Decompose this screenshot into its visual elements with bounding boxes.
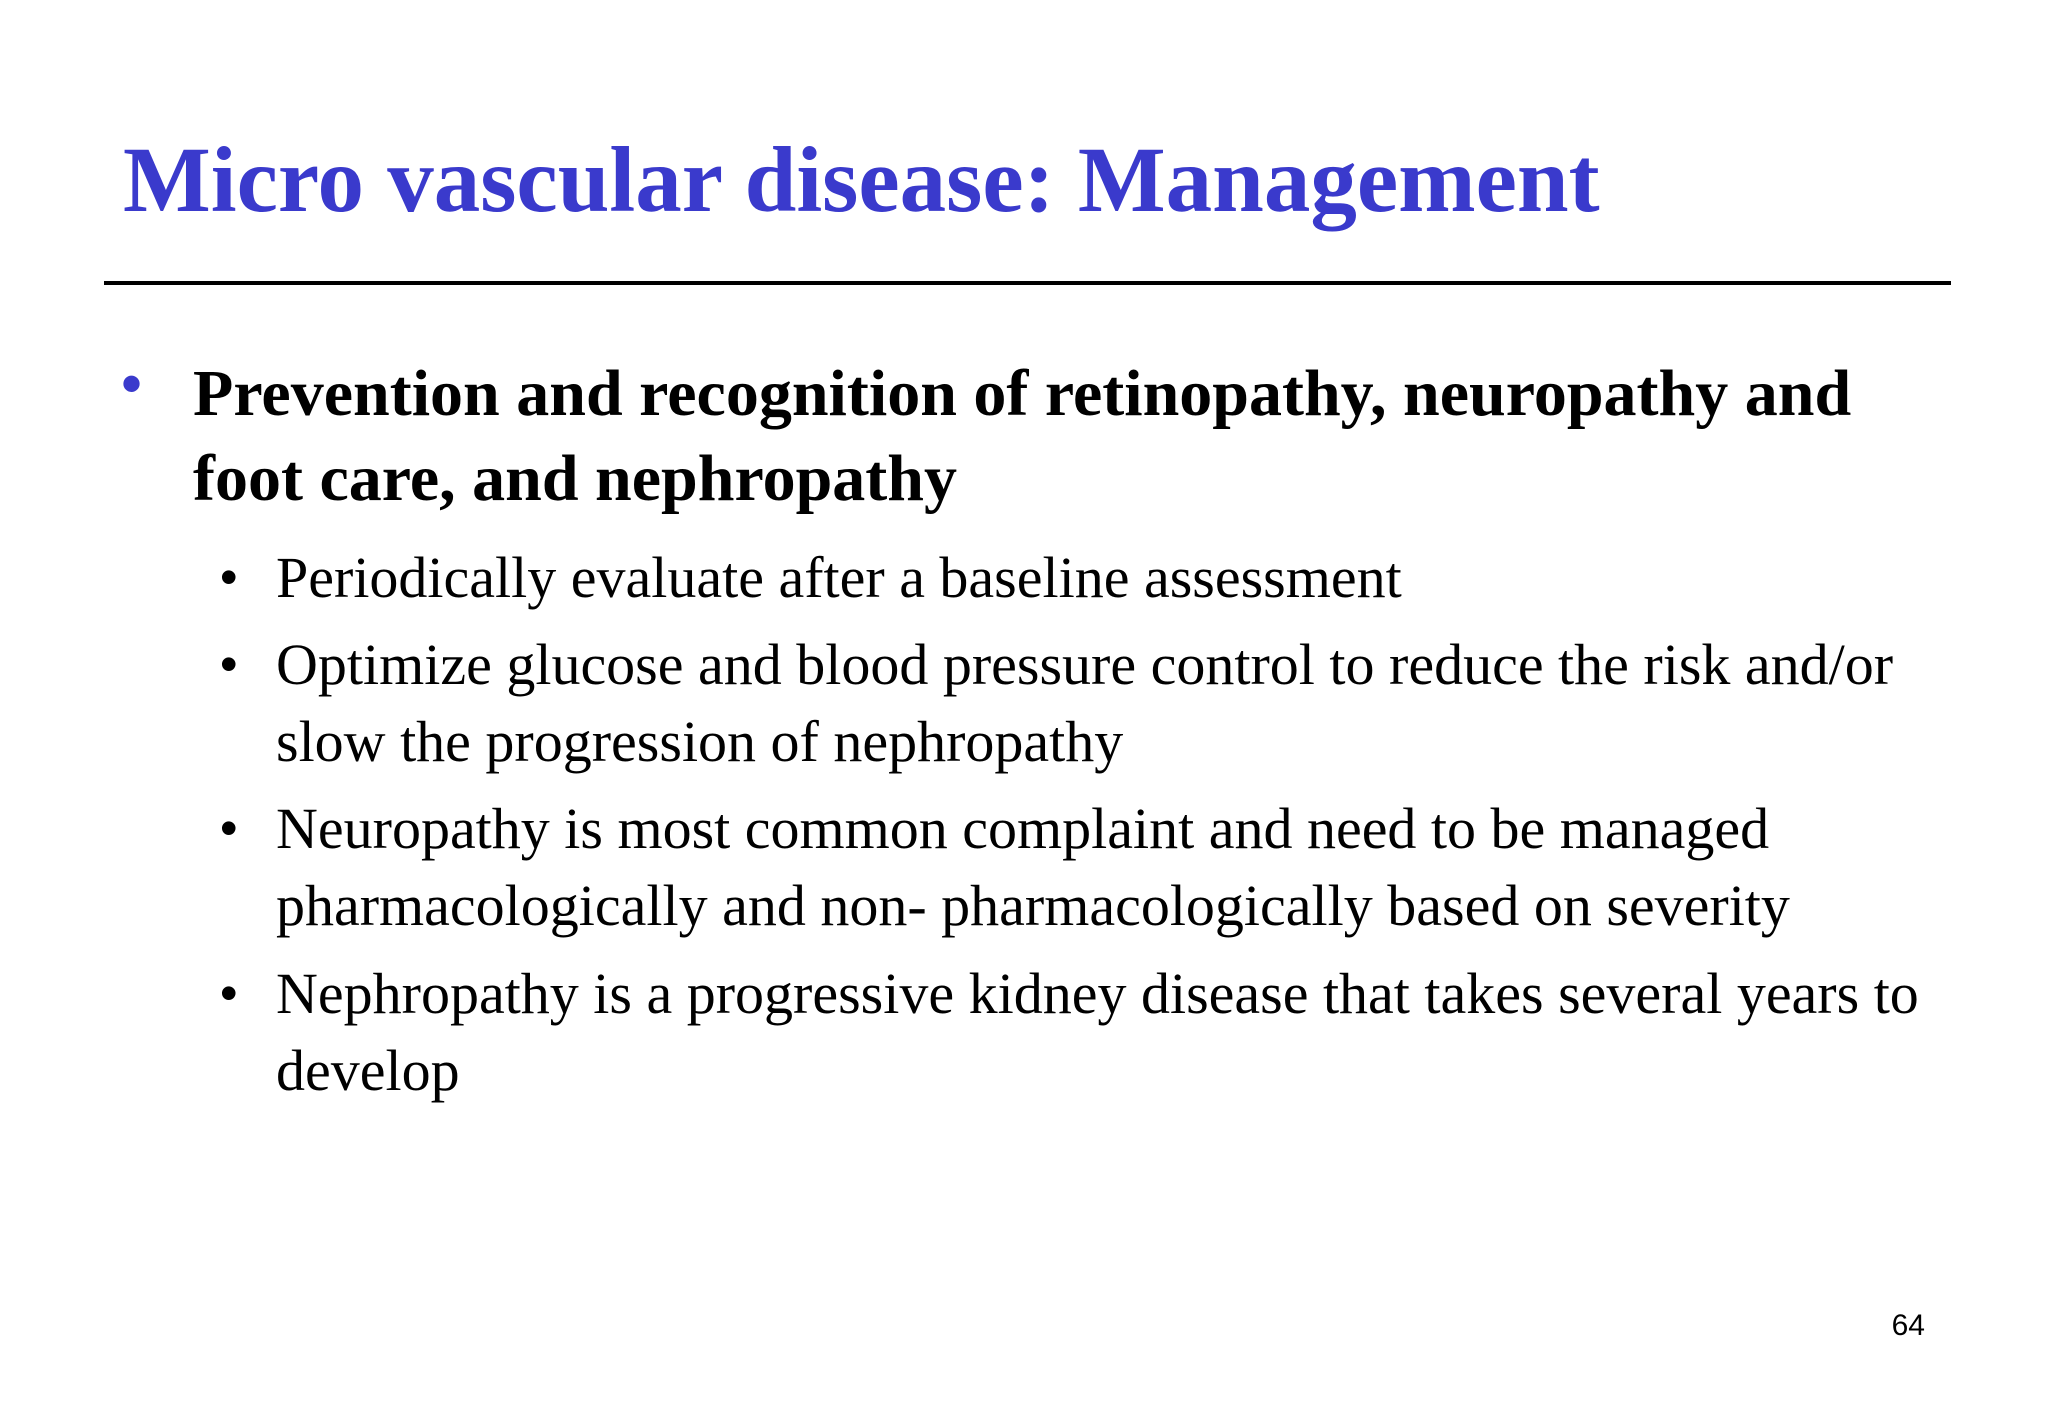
sub-bullet-icon: • [220, 549, 238, 605]
sub-point-text: Neuropathy is most common complaint and need to be managed pharmacologically and non- pharmacologically based on severity [276, 796, 1790, 938]
sub-bullet-icon: • [220, 800, 238, 856]
title-divider [104, 281, 1951, 285]
slide-title: Micro vascular disease: Management [123, 129, 1600, 232]
sub-bullet-icon: • [220, 636, 238, 692]
sub-bullet-icon: • [220, 965, 238, 1021]
sub-point-text: Optimize glucose and blood pressure control to reduce the risk and/or slow the progression of nephropathy [276, 632, 1894, 774]
sub-point-text: Periodically evaluate after a baseline assessment [276, 545, 1402, 610]
main-point-text: Prevention and recognition of retinopathy, neuropathy and foot care, and nephropathy [193, 357, 1852, 515]
main-bullet-icon: • [121, 350, 143, 417]
page-number: 64 [1891, 1309, 1925, 1342]
sub-point-text: Nephropathy is a progressive kidney disease that takes several years to develop [276, 961, 1919, 1103]
